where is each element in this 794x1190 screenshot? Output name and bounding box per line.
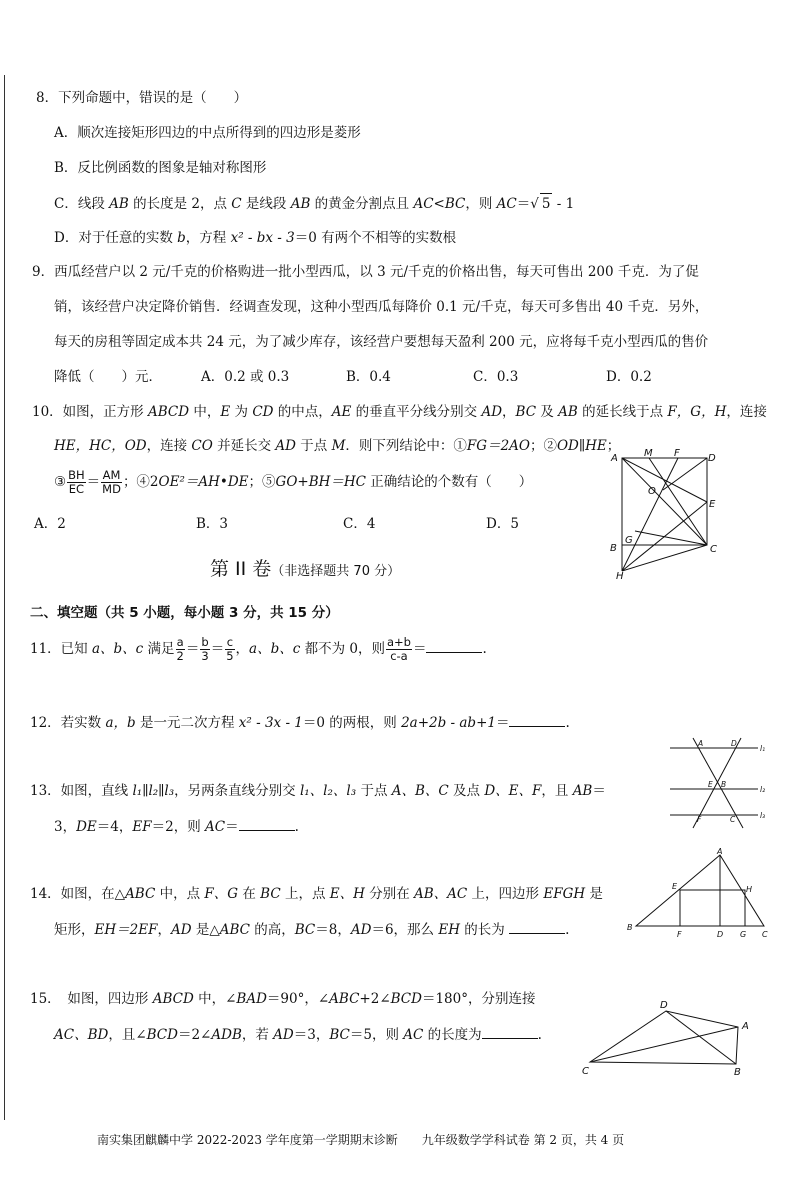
q11-line: 11．已知 a、b、c 满足 $\frac{a}{2}$ ＝ $\frac{b}{3}$ ＝ $\frac{c}{5}$ ，a、b、c 都不为 0，则 $\frac{a+b}{c-a}$ ＝ . — [30, 635, 487, 663]
q8-option-d: D．对于任意的实数 b，方程 x² - bx - 3＝0 有两个不相等的实数根 — [54, 230, 457, 246]
q10-line3: ③ $\frac{BH}{EC}$ ＝ $\frac{AM}{MD}$ ；④2OE²＝AH•DE；⑤GO+BH＝HC 正确结论的个数有（ ） — [54, 468, 533, 496]
q11-answer-blank[interactable] — [426, 638, 482, 653]
fig14-label-b: B — [627, 923, 633, 932]
q13-line1: 13．如图，直线 l₁∥l₂∥l₃，另两条直线分别交 l₁、l₂、l₃ 于点 A、B、C 及点 D、E、F，且 AB＝ — [30, 783, 606, 799]
fig10-label-m: M — [644, 448, 653, 459]
q15-line1: 15． 如图，四边形 ABCD 中，∠BAD＝90°，∠ABC+2∠BCD＝180°，分别连接 — [30, 991, 536, 1007]
fig10-label-g: G — [625, 535, 633, 546]
q12-line: 12．若实数 a，b 是一元二次方程 x² - 3x - 1＝0 的两根，则 2a+2b - ab+1＝ . — [30, 712, 570, 733]
fig13-label-f: F — [697, 815, 702, 824]
fig13-label-e: E — [708, 780, 713, 789]
q10-fraction-bh-ec: $\frac{BH}{EC}$ — [68, 468, 85, 496]
fig15-label-a: A — [742, 1021, 749, 1032]
q14-answer-blank[interactable] — [509, 919, 565, 934]
q9-line2: 销，该经营户决定降价销售．经调查发现，这种小型西瓜每降价 0.1 元/千克，每天可多售出 40 千克．另外， — [54, 299, 709, 315]
section-2-heading: 二、填空题（共 5 小题，每小题 3 分，共 15 分） — [30, 605, 339, 621]
fig14-label-d: D — [717, 930, 724, 939]
q11-fraction-ab-ca: $\frac{a+b}{c-a}$ — [386, 635, 411, 663]
q12-answer-blank[interactable] — [509, 712, 565, 727]
fig14-label-h: H — [746, 885, 753, 894]
q9-option-d: D．0.2 — [606, 369, 652, 385]
fig13-label-b: B — [721, 780, 727, 789]
fig15-label-b: B — [734, 1067, 741, 1078]
fig10-label-f: F — [674, 448, 680, 459]
q13-line2: 3，DE＝4，EF＝2，则 AC＝ . — [54, 816, 299, 837]
fig13-label-d: D — [731, 739, 737, 748]
q9-line1: 9．西瓜经营户以 2 元/千克的价格购进一批小型西瓜，以 3 元/千克的价格出售，每天可售出 200 千克．为了促 — [32, 264, 699, 280]
q13-answer-blank[interactable] — [239, 816, 295, 831]
q13-parallel-lines-figure — [668, 736, 773, 834]
fig13-label-a: A — [698, 739, 704, 748]
page-footer: 南实集团麒麟中学 2022-2023 学年度第一学期期末诊断 九年级数学学科试卷 第 2 页，共 4 页 — [97, 1133, 625, 1147]
q10-option-c: C．4 — [343, 516, 376, 532]
q15-answer-blank[interactable] — [482, 1024, 538, 1039]
q10-option-a: A．2 — [34, 516, 66, 532]
q10-option-b: B．3 — [196, 516, 229, 532]
fig15-label-c: C — [582, 1066, 589, 1077]
fig14-label-f: F — [677, 930, 682, 939]
q10-square-figure — [600, 445, 730, 585]
q11-fraction-a2: $\frac{a}{2}$ — [176, 635, 184, 663]
q14-line1: 14．如图，在△ABC 中，点 F、G 在 BC 上，点 E、H 分别在 AB、AC 上，四边形 EFGH 是 — [30, 886, 603, 902]
q15-quadrilateral-figure — [578, 996, 758, 1078]
fig10-label-a: A — [611, 453, 618, 464]
fig14-label-e: E — [672, 882, 678, 891]
fig13-label-l3: l₃ — [760, 811, 766, 820]
q9-line3: 每天的房租等固定成本共 24 元，为了减少库存，该经营户要想每天盈利 200 元，应将每千克小型西瓜的售价 — [54, 334, 709, 350]
left-margin-line — [4, 75, 5, 1120]
fig10-label-h: H — [616, 571, 624, 582]
q10-line1: 10．如图，正方形 ABCD 中，E 为 CD 的中点，AE 的垂直平分线分别交 AD，BC 及 AB 的延长线于点 F，G，H，连接 — [32, 404, 767, 420]
fig13-label-l1: l₁ — [760, 744, 766, 753]
fig14-label-a: A — [717, 847, 723, 856]
fig10-label-c: C — [710, 544, 717, 555]
q8-option-a: A．顺次连接矩形四边的中点所得到的四边形是菱形 — [54, 125, 361, 141]
fig10-label-b: B — [610, 543, 617, 554]
q9-option-a: A．0.2 或 0.3 — [201, 369, 290, 385]
fig13-label-c: C — [730, 815, 736, 824]
q14-line2: 矩形，EH＝2EF，AD 是△ABC 的高，BC＝8，AD＝6，那么 EH 的长为 . — [54, 919, 569, 940]
q9-line4: 降低（ ）元． — [54, 369, 162, 385]
q15-line2: AC、BD，且∠BCD＝2∠ADB，若 AD＝3，BC＝5，则 AC 的长度为 . — [54, 1024, 542, 1045]
volume-ii-subtitle: （非选择题共 70 分） — [271, 564, 401, 579]
q10-line2: HE，HC，OD，连接 CO 并延长交 AD 于点 M．则下列结论中：①FG＝2AO；②OD∥HE； — [54, 438, 621, 454]
q10-option-d: D．5 — [486, 516, 519, 532]
q9-option-c: C．0.3 — [473, 369, 519, 385]
fig15-label-d: D — [660, 1000, 668, 1011]
fig14-label-c: C — [762, 930, 768, 939]
fig10-label-d: D — [708, 453, 716, 464]
q14-triangle-figure — [624, 848, 774, 940]
volume-ii-title: 第 II 卷（非选择题共 70 分） — [210, 558, 401, 580]
q8-option-b: B．反比例函数的图象是轴对称图形 — [54, 160, 267, 176]
q11-fraction-c5: $\frac{c}{5}$ — [226, 635, 234, 663]
q10-fraction-am-md: $\frac{AM}{MD}$ — [102, 468, 121, 496]
q8-stem: 8．下列命题中，错误的是（ ） — [36, 90, 248, 106]
fig14-label-g: G — [740, 930, 747, 939]
q11-fraction-b3: $\frac{b}{3}$ — [201, 635, 209, 663]
fig10-label-e: E — [709, 499, 716, 510]
q8-option-c: C．线段 AB 的长度是 2，点 C 是线段 AB 的黄金分割点且 AC<BC，则 AC＝√ 5 - 1 — [54, 193, 574, 214]
q9-option-b: B．0.4 — [346, 369, 391, 385]
fig13-label-l2: l₂ — [760, 785, 766, 794]
fig10-label-o: O — [648, 486, 656, 497]
